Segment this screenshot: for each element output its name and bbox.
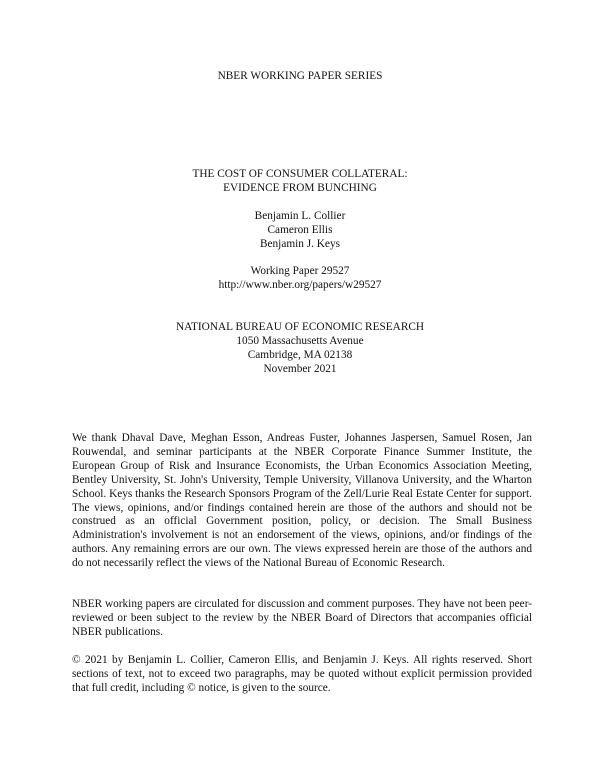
institution-block	[0, 320, 600, 376]
institution-name: NATIONAL BUREAU OF ECONOMIC RESEARCH	[175, 321, 425, 333]
acknowledgments-paragraph: We thank Dhaval Dave, Meghan Esson, Andreas Fuster, Johannes Jaspersen, Samuel Rosen, Jan Rouwendal, and seminar participants at the NBER Corporate Finance Summer Institute, the European Group of Risk and Insurance Economists, the Urban Economics Association Meeting, Bentley University, St. John's University, Temple University, Villanova University, and the Wharton School. Keys thanks the Research Sponsors Program of the Zell/Lurie Real Estate Center for support. The views, opinions, and/or findings contained herein are those of the authors and should not be construed as an official Government position, policy, or decision. The Small Business Administration's involvement is not an endorsement of the views, opinions, and/or findings of the authors. Any remaining errors are our own. The views expressed herein are those of the authors and do not necessarily reflect the views of the National Bureau of Economic Research.	[72, 432, 532, 570]
working-paper-info	[0, 264, 600, 292]
publication-date: November 2021	[263, 363, 337, 375]
series-heading	[0, 69, 600, 83]
institution-address-city: Cambridge, MA 02138	[247, 349, 353, 361]
institution-address-street: 1050 Massachusetts Avenue	[236, 335, 364, 347]
circulation-notice-paragraph: NBER working papers are circulated for discussion and comment purposes. They have not been peer-reviewed or been subject to the review by the NBER Board of Directors that accompanies official NBER publications.	[72, 598, 532, 638]
title-line-2: EVIDENCE FROM BUNCHING	[223, 182, 377, 194]
working-paper-url[interactable]: http://www.nber.org/papers/w29527	[218, 279, 382, 291]
working-paper-number: Working Paper 29527	[250, 265, 350, 277]
author-name: Benjamin J. Keys	[259, 238, 340, 250]
paper-title	[0, 167, 600, 195]
series-label: NBER WORKING PAPER SERIES	[217, 70, 383, 82]
author-name: Benjamin L. Collier	[254, 210, 346, 222]
author-name: Cameron Ellis	[267, 224, 333, 236]
author-list	[0, 209, 600, 251]
title-line-1: THE COST OF CONSUMER COLLATERAL:	[192, 168, 408, 180]
copyright-paragraph: © 2021 by Benjamin L. Collier, Cameron Ellis, and Benjamin J. Keys. All rights reserved. Short sections of text, not to exceed two paragraphs, may be quoted without explicit permission provided that full credit, including © notice, is given to the source.	[72, 654, 532, 694]
